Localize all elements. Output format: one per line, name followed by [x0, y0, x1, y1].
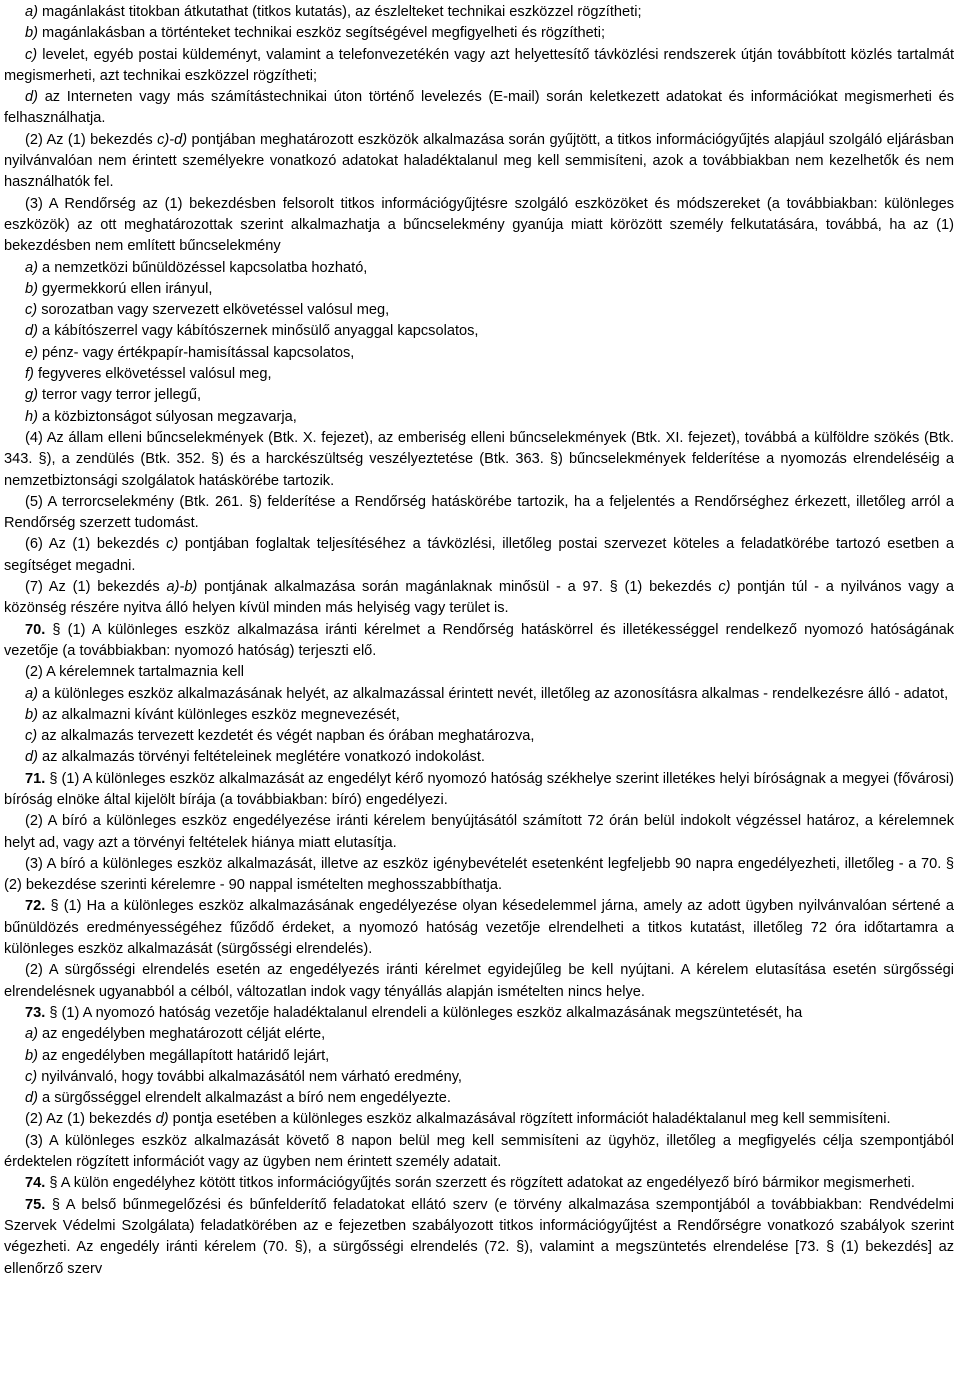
list-marker: a) [25, 259, 38, 276]
paragraph-text: sorozatban vagy szervezett elkövetéssel valósul meg, [37, 302, 390, 319]
paragraph [4, 194, 954, 258]
paragraph [4, 620, 954, 663]
paragraph-text: § (1) A nyomozó hatóság vezetője haladéktalanul elrendeli a különleges eszköz alkalmazásának megszüntetését, ha [45, 1004, 803, 1021]
paragraph-text: nyilvánvaló, hogy további alkalmazásától nem várható eredmény, [37, 1068, 462, 1085]
paragraph-text: a nemzetközi bűnüldözéssel kapcsolatba hozható, [37, 259, 368, 276]
paragraph [4, 854, 954, 897]
paragraph [4, 684, 954, 705]
paragraph-text: pénz- vagy értékpapír-hamisítással kapcsolatos, [37, 344, 355, 361]
paragraph [4, 364, 954, 385]
paragraph-text: § (1) Ha a különleges eszköz alkalmazásának engedélyezése olyan késedelemmel járna, amely az adott ügyben nyilvánvalóan sértené a bűnüldözés eredményességéhez fűződő érdeket, a nyomozó hatóság vezetője elrendelheti a titkos kutatást, illetőleg 72 óra időtartamra a különleges eszköz alkalmazását (sürgősségi elrendelés). [4, 898, 954, 958]
section-number: 72. [25, 898, 46, 915]
paragraph [4, 1131, 954, 1174]
list-marker: d) [25, 749, 38, 766]
paragraph-text: fegyveres elkövetéssel valósul meg, [33, 366, 272, 383]
paragraph-text: a közbiztonságot súlyosan megzavarja, [37, 408, 297, 425]
paragraph [4, 726, 954, 747]
paragraph [4, 577, 954, 620]
list-marker: d) [25, 323, 38, 340]
paragraph [4, 343, 954, 364]
paragraph [4, 300, 954, 321]
paragraph [4, 279, 954, 300]
paragraph-text: (2) A kérelemnek tartalmaznia kell [25, 664, 244, 681]
paragraph-text: (2) A bíró a különleges eszköz engedélyezése iránti kérelem benyújtásától számított 72 órán belül indokolt végzéssel határoz, a kérelemnek helyt ad, vagy azt a törvényi feltételek hiánya miatt elutasítja. [4, 813, 954, 851]
paragraph [4, 1003, 954, 1024]
paragraph [4, 45, 954, 88]
list-marker: a)-b) [166, 579, 198, 596]
paragraph-text: pontja esetében a különleges eszköz alkalmazásával rögzített információt haladéktalanul meg kell semmisíteni. [168, 1111, 891, 1128]
paragraph-text: (6) Az (1) bekezdés [25, 536, 167, 553]
paragraph [4, 258, 954, 279]
paragraph-text: az alkalmazni kívánt különleges eszköz megnevezését, [37, 706, 400, 723]
paragraph [4, 23, 954, 44]
list-marker: e) [25, 344, 38, 361]
list-marker: c) [25, 46, 38, 63]
list-marker: f) [25, 366, 34, 383]
paragraph-text: (2) Az (1) bekezdés [25, 131, 158, 148]
list-marker: d) [25, 89, 38, 106]
paragraph-text: (4) Az állam elleni bűncselekmények (Btk. X. fejezet), az emberiség elleni bűncselekmények (Btk. XI. fejezet), továbbá a külföldre szökés (Btk. 343. §), a zendülés (Btk. 352. §) és a harckészültség veszélyeztetése (Btk. 363. §) bűncselekmények felderítése a nyomozás elrendeléséig a nemzetbiztonsági szolgálatok hatáskörébe tartozik. [4, 429, 954, 489]
paragraph [4, 662, 954, 683]
paragraph-text: (2) A sürgősségi elrendelés esetén az engedélyezés iránti kérelmet egyidejűleg be kell nyújtani. A kérelem elutasítása esetén sürgősségi elrendelésnek ugyanabból a célból, változatlan indok vagy tényállás alapján ismételten nincs helye. [4, 962, 954, 1000]
paragraph [4, 1046, 954, 1067]
paragraph-text: magánlakásban a történteket technikai eszköz segítségével megfigyelheti és rögzítheti; [37, 25, 606, 42]
section-number: 75. [25, 1196, 46, 1213]
paragraph [4, 1088, 954, 1109]
paragraph [4, 87, 954, 130]
paragraph [4, 1067, 954, 1088]
paragraph [4, 896, 954, 960]
paragraph-text: (3) A különleges eszköz alkalmazását követő 8 napon belül meg kell semmisíteni az ügyhöz, illetőleg a megfigyelés célja szempontjából érdektelen rögzített információt vagy az ügyben nem érintett személy adatait. [4, 1132, 954, 1171]
paragraph [4, 1195, 954, 1280]
list-marker: c) [25, 1068, 38, 1085]
paragraph [4, 2, 954, 23]
paragraph [4, 385, 954, 406]
list-marker: b) [25, 1047, 38, 1064]
paragraph [4, 492, 954, 535]
paragraph-text: (2) Az (1) bekezdés [25, 1111, 156, 1128]
paragraph-text: § (1) A különleges eszköz alkalmazása iránti kérelmet a Rendőrség hatáskörrel és illetékességgel rendelkező nyomozó hatóságának vezetője (a továbbiakban: nyomozó hatóság) terjeszti elő. [4, 621, 954, 659]
list-marker: b) [25, 706, 38, 723]
paragraph-text: terror vagy terror jellegű, [37, 387, 202, 404]
paragraph-text: a különleges eszköz alkalmazásának helyét, az alkalmazással érintett nevét, illetőleg az azonosításra alkalmas - rendelkezésre álló - adatot, [37, 685, 949, 702]
paragraph-text: az Interneten vagy más számítástechnikai úton történő levelezés (E-mail) során keletkezett adatokat és információkat megismerheti és felhasználhatja. [4, 89, 954, 127]
paragraph-text: (3) A bíró a különleges eszköz alkalmazását, illetve az eszköz igénybevételét esetenként legfeljebb 90 napra engedélyezheti, illetőleg - a 70. § (2) bekezdése szerinti kérelemre - 90 nappal ismételten meghosszabbíthatja. [4, 855, 954, 894]
paragraph-text: (7) Az (1) bekezdés [25, 579, 167, 596]
list-marker: c)-d) [157, 131, 188, 148]
paragraph [4, 407, 954, 428]
list-marker: a) [25, 1026, 38, 1043]
paragraph-text: § A külön engedélyhez kötött titkos információgyűjtés során szerzett és rögzített adatokat az engedélyező bíró bármikor megismerheti. [45, 1175, 915, 1192]
section-number: 73. [25, 1004, 46, 1021]
paragraph-text: pontjának alkalmazása során magánlaknak minősül - a 97. § (1) bekezdés [197, 579, 719, 596]
paragraph-text: (3) A Rendőrség az (1) bekezdésben felsorolt titkos információgyűjtésre szolgáló eszközöket és módszereket (a továbbiakban: különleges eszközök) az ott meghatározottak szerint alkalmazhatja a bűncselekmény gyanúja miatt körözött személy felkutatására, továbbá, ha az (1) bekezdésben nem említett bűncselekmény [4, 195, 954, 255]
paragraph [4, 428, 954, 492]
paragraph-text: (5) A terrorcselekmény (Btk. 261. §) felderítése a Rendőrség hatáskörébe tartozik, ha a feljelentés a Rendőrséghez érkezett, illetőleg arról a Rendőrség szerzett tudomást. [4, 493, 954, 532]
list-marker: g) [25, 387, 38, 404]
paragraph-text: pontján túl - a nyilvános vagy a közönség részére nyitva álló helyen kívül minden más helyiség vagy terület is. [4, 579, 954, 617]
list-marker: d) [25, 1090, 38, 1107]
list-marker: b) [25, 280, 38, 297]
list-marker: c) [718, 579, 731, 596]
list-marker: a) [25, 685, 38, 702]
paragraph-text: § A belső bűnmegelőzési és bűnfelderítő feladatokat ellátó szerv (e törvény alkalmazása szempontjából a továbbiakban: Rendvédelmi Szervek Védelmi Szolgálata) feladatkörében az e fejezetben szabályozott titkos információgyűjtést a Rendőrségre vonatkozó szabályok szerint végezheti. Az engedély iránti kérelem (70. §), a sürgősségi elrendelés (72. §), valamint a megszüntetés elrendelése [73. § (1) bekezdés] az ellenőrző szerv [4, 1196, 954, 1277]
paragraph [4, 960, 954, 1003]
paragraph [4, 811, 954, 854]
paragraph-text: az alkalmazás tervezett kezdetét és végét napban és órában meghatározva, [37, 728, 535, 745]
list-marker: d) [155, 1111, 169, 1128]
list-marker: c) [25, 728, 38, 745]
list-marker: c) [166, 536, 179, 553]
paragraph-text: az alkalmazás törvényi feltételeinek meglétére vonatkozó indokolást. [37, 749, 485, 766]
list-marker: b) [25, 25, 38, 42]
list-marker: a) [25, 4, 38, 20]
paragraph [4, 769, 954, 812]
paragraph-text: levelet, egyéb postai küldeményt, valamint a telefonvezetékén vagy azt helyettesítő távközlési rendszerek útján továbbított közlés tartalmát megismerheti, azt technikai eszközzel rögzítheti; [4, 46, 954, 84]
paragraph-text: az engedélyben meghatározott célját elérte, [37, 1026, 326, 1043]
paragraph-text: § (1) A különleges eszköz alkalmazását az engedélyt kérő nyomozó hatóság székhelye szerint illetékes helyi bíróságnak a megyei (fővárosi) bíróság elnöke által kijelölt bírája (a továbbiakban: bíró) engedélyezi. [4, 770, 954, 808]
section-number: 70. [25, 621, 46, 638]
section-number: 71. [25, 770, 46, 787]
paragraph [4, 321, 954, 342]
paragraph [4, 1109, 954, 1130]
paragraph-text: magánlakást titokban átkutathat (titkos kutatás), az észlelteket technikai eszközzel rögzítheti; [37, 4, 642, 20]
paragraph [4, 534, 954, 577]
paragraph-text: az engedélyben megállapított határidő lejárt, [37, 1047, 330, 1064]
paragraph-text: gyermekkorú ellen irányul, [37, 280, 213, 297]
list-marker: h) [25, 408, 38, 425]
list-marker: c) [25, 302, 38, 319]
paragraph-text: pontjában meghatározott eszközök alkalmazása során gyűjtött, a titkos információgyűjtés alapjául szolgáló eljárásban nyilvánvalóan nem érintett személyekre vonatkozó adatokat haladéktalanul meg kell semmisíteni, azok a továbbiakban nem kezelhetők és nem használhatók fel. [4, 131, 955, 191]
paragraph [4, 1024, 954, 1045]
paragraph [4, 747, 954, 768]
paragraph [4, 1173, 954, 1194]
paragraph-text: a kábítószerrel vagy kábítószernek minősülő anyaggal kapcsolatos, [37, 323, 479, 340]
paragraph [4, 130, 954, 194]
paragraph [4, 705, 954, 726]
paragraph-text: a sürgősséggel elrendelt alkalmazást a bíró nem engedélyezte. [37, 1090, 451, 1107]
section-number: 74. [25, 1175, 46, 1192]
paragraph-text: pontjában foglaltak teljesítéséhez a távközlési, illetőleg postai szervezet köteles a feladatkörébe tartozó esetben a segítséget megadni. [4, 536, 954, 574]
